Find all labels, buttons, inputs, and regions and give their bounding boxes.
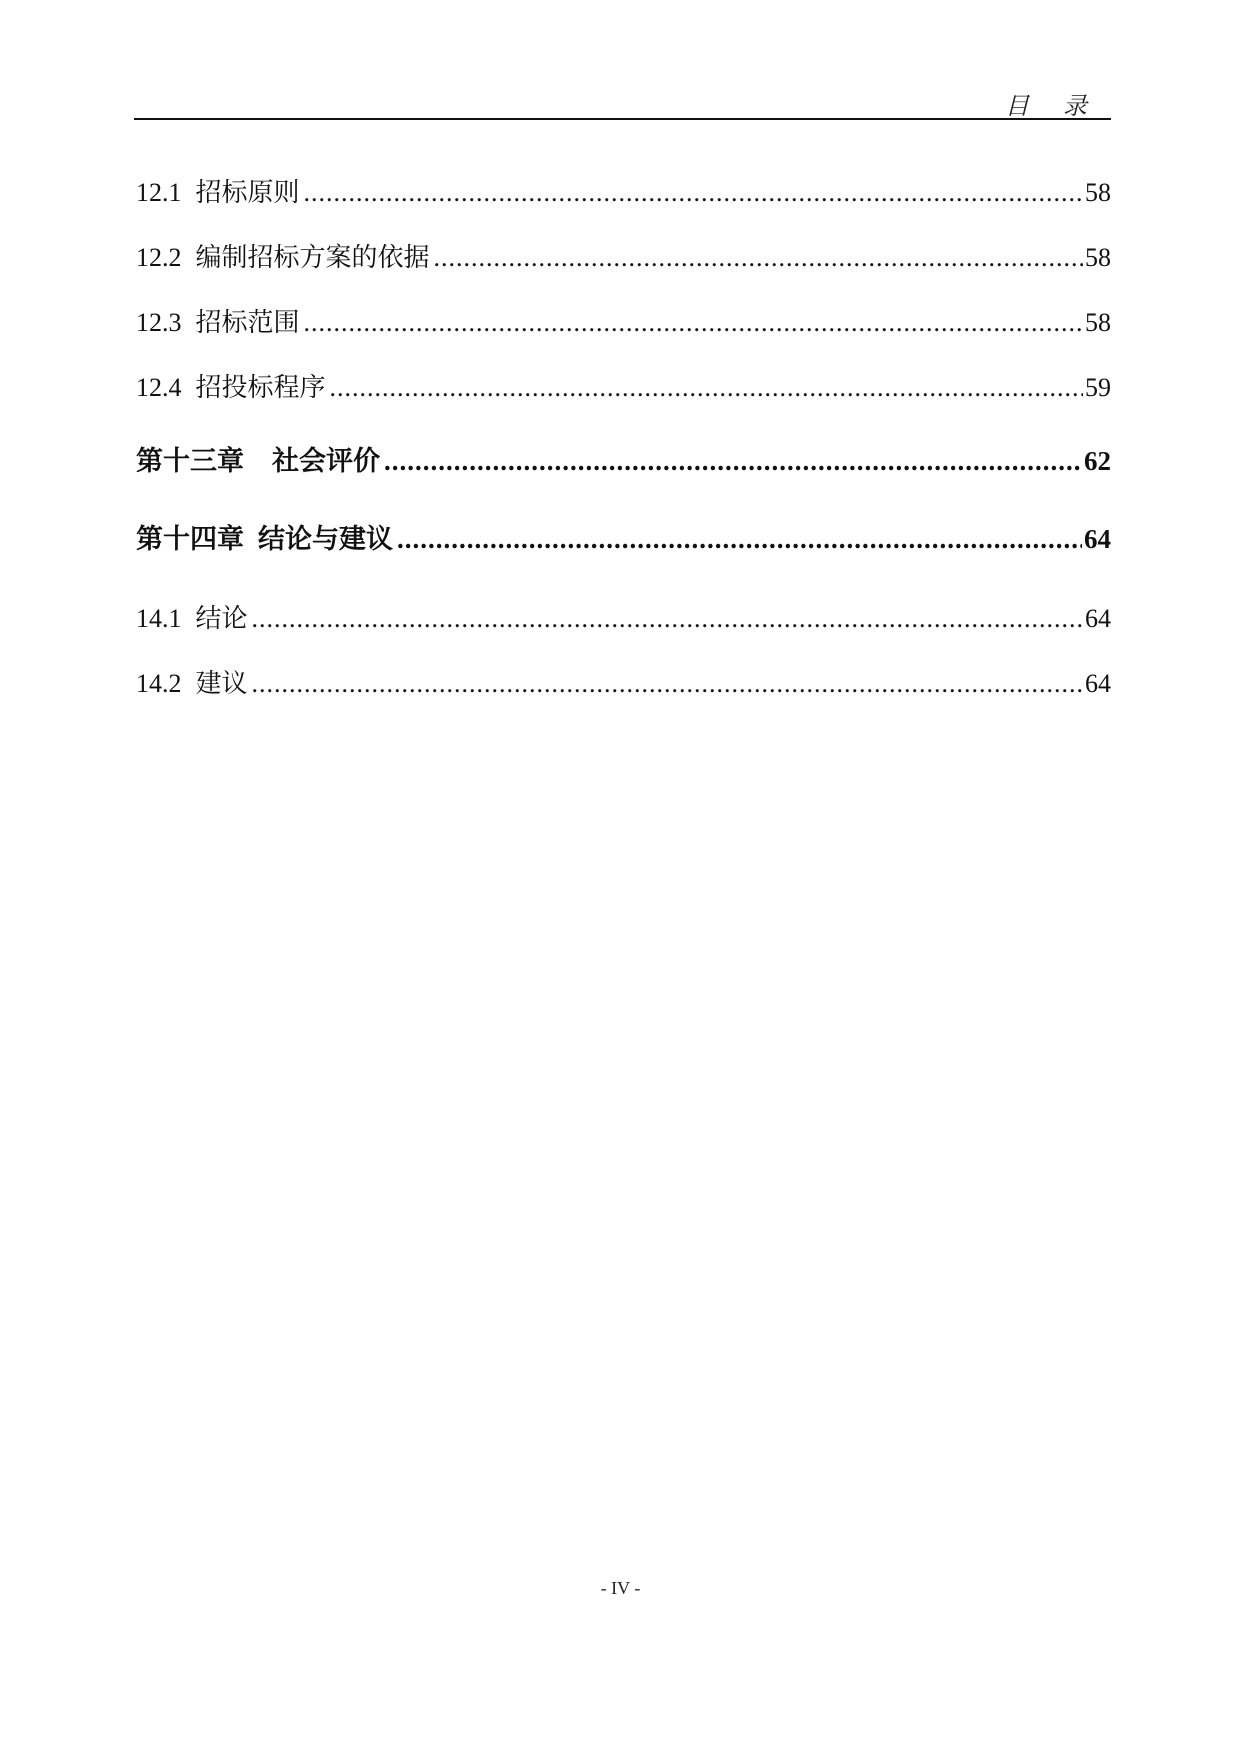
- header-rule: [134, 118, 1111, 120]
- toc-chapter-14[interactable]: [136, 518, 1111, 596]
- toc-entry-12-2[interactable]: [136, 237, 1111, 302]
- toc-entry-page: 58: [1085, 308, 1111, 337]
- toc-entry-14-1[interactable]: [136, 598, 1111, 663]
- toc-entry-title: 编制招标方案的依据: [195, 243, 430, 272]
- toc-entry-number: 14.1: [136, 604, 182, 633]
- toc-entry-page: 59: [1085, 373, 1111, 402]
- page-number: - IV -: [600, 1578, 641, 1598]
- toc-entry-12-1[interactable]: [136, 172, 1111, 237]
- toc-entry-12-3[interactable]: [136, 302, 1111, 367]
- toc-chapter-page: 64: [1084, 524, 1111, 554]
- toc-entry-number: 12.4: [136, 373, 182, 402]
- toc-entry-number: 12.2: [136, 243, 182, 272]
- toc-entry-number: 12.3: [136, 308, 182, 337]
- toc-leader-dots: [304, 172, 1083, 214]
- toc-leader-dots: [304, 302, 1083, 344]
- toc-entry-page: 64: [1085, 604, 1111, 633]
- table-of-contents: [136, 172, 1111, 728]
- toc-entry-title: 招标范围: [195, 308, 300, 337]
- toc-entry-number: 14.2: [136, 669, 182, 698]
- toc-leader-dots: [252, 598, 1083, 640]
- toc-leader-dots: [252, 663, 1083, 705]
- running-header-title: 目 录: [1005, 94, 1101, 120]
- toc-entry-page: 58: [1085, 178, 1111, 207]
- toc-leader-dots: [397, 518, 1082, 560]
- toc-entry-12-4[interactable]: [136, 367, 1111, 432]
- toc-entry-page: 64: [1085, 669, 1111, 698]
- toc-entry-number: 12.1: [136, 178, 182, 207]
- toc-chapter-number: 第十四章: [136, 524, 244, 554]
- toc-leader-dots: [434, 237, 1083, 279]
- toc-chapter-page: 62: [1084, 446, 1111, 476]
- toc-entry-page: 58: [1085, 243, 1111, 272]
- toc-entry-title: 招标原则: [195, 178, 300, 207]
- toc-entry-14-2[interactable]: [136, 663, 1111, 728]
- toc-chapter-number: 第十三章: [136, 446, 244, 476]
- toc-entry-title: 招投标程序: [195, 373, 326, 402]
- toc-chapter-title: 结论与建议: [258, 524, 393, 554]
- toc-entry-title: 建议: [195, 669, 248, 698]
- toc-chapter-title: 社会评价: [272, 446, 380, 476]
- toc-leader-dots: [384, 440, 1082, 482]
- toc-entry-title: 结论: [195, 604, 248, 633]
- toc-leader-dots: [330, 367, 1083, 409]
- toc-chapter-13[interactable]: [136, 440, 1111, 518]
